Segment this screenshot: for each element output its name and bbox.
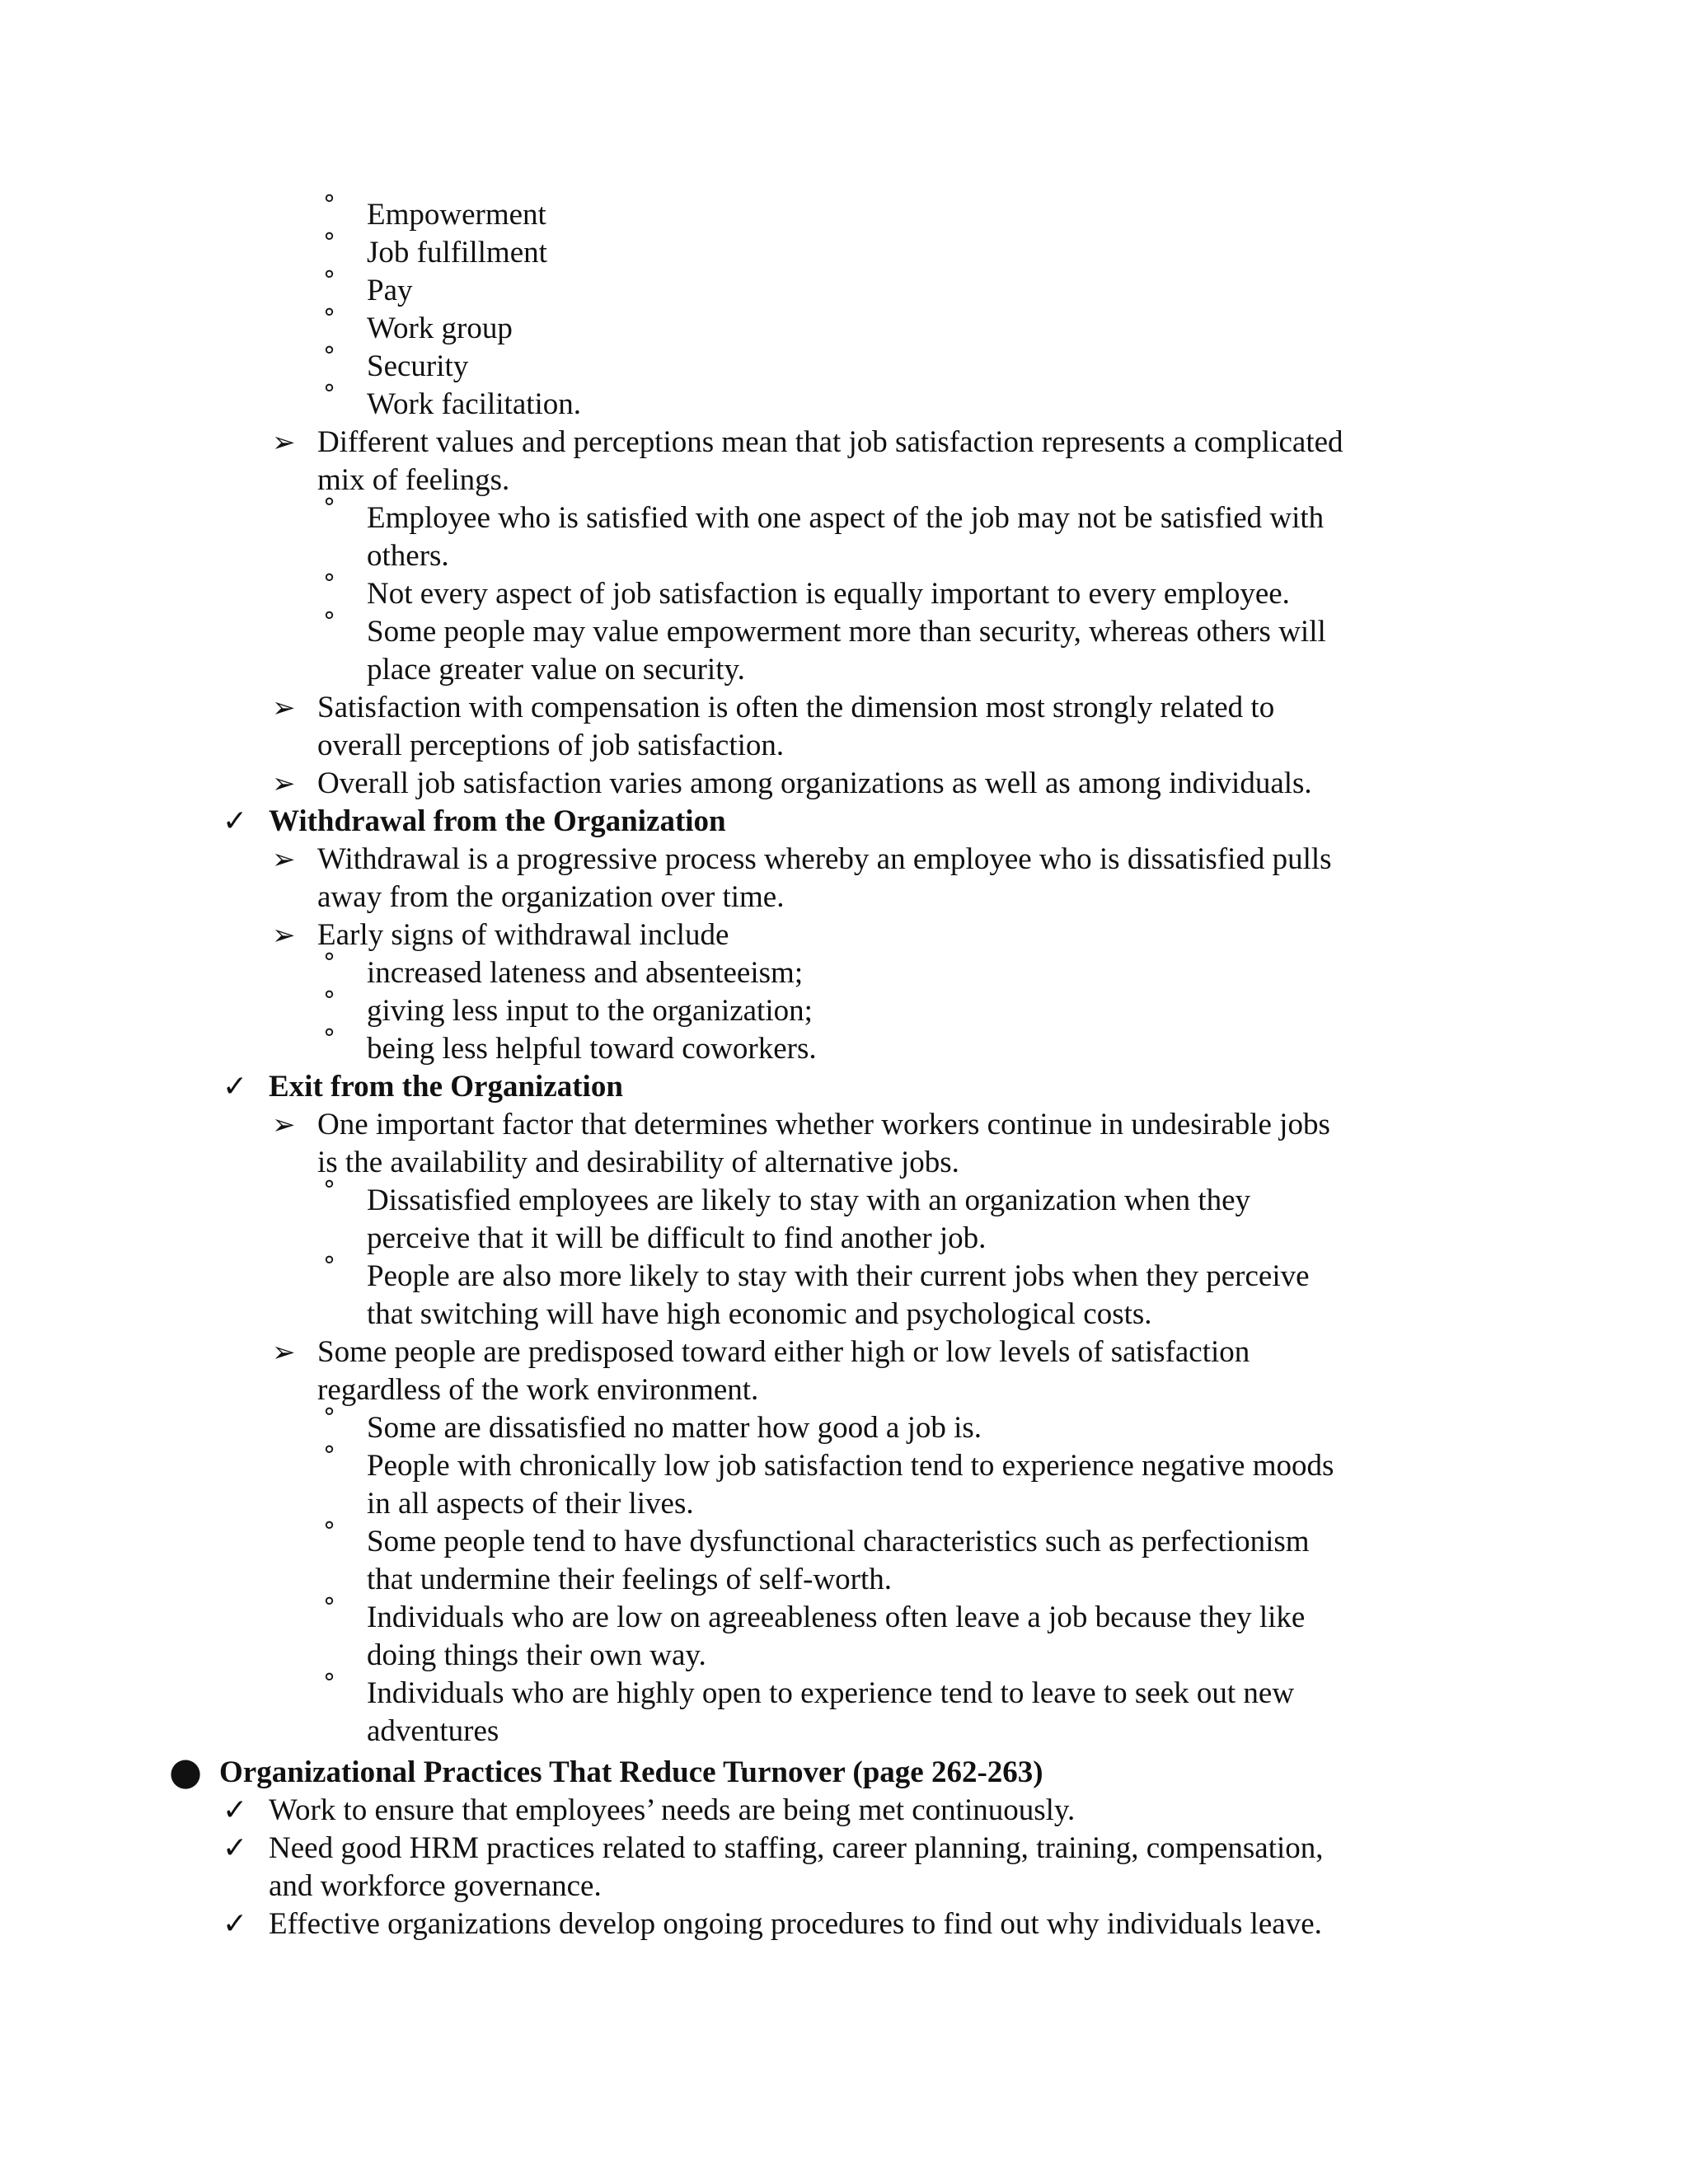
factor-item: Work group (367, 312, 513, 345)
checkmark-bullet-icon: ✓ (223, 804, 248, 838)
degree-bullet-icon: ° (323, 1669, 335, 1698)
values-point-line: mix of feelings. (317, 463, 510, 497)
values-sub-line: Not every aspect of job satisfaction is equally important to every employee. (367, 577, 1290, 611)
practices-item-line: and workforce governance. (269, 1869, 602, 1903)
arrow-bullet-icon: ➢ (272, 691, 296, 724)
factor-item: Empowerment (367, 198, 546, 232)
values-sub-line: others. (367, 539, 449, 573)
exit-sub-line: in all aspects of their lives. (367, 1487, 694, 1521)
values-sub-line: Some people may value empowerment more than security, whereas others will (367, 615, 1326, 649)
practices-item-line: Work to ensure that employees’ needs are being met continuously. (269, 1793, 1076, 1827)
factor-item: Pay (367, 274, 413, 307)
withdrawal-sign: being less helpful toward coworkers. (367, 1032, 817, 1066)
factor-item: Job fulfillment (367, 236, 547, 269)
degree-bullet-icon: ° (323, 607, 335, 636)
values-point-line: Different values and perceptions mean that job satisfaction represents a complicated (317, 425, 1343, 459)
exit-sub-line: Some are dissatisfied no matter how good a job is. (367, 1411, 982, 1445)
arrow-bullet-icon: ➢ (272, 1336, 296, 1369)
degree-bullet-icon: ° (323, 380, 335, 409)
exit-sub-line: People with chronically low job satisfaction tend to experience negative moods (367, 1449, 1334, 1483)
arrow-bullet-icon: ➢ (272, 426, 296, 459)
degree-bullet-icon: ° (323, 494, 335, 523)
checkmark-bullet-icon: ✓ (223, 1793, 248, 1827)
checkmark-bullet-icon: ✓ (223, 1070, 248, 1104)
arrow-bullet-icon: ➢ (272, 767, 296, 800)
values-sub-line: Employee who is satisfied with one aspect of the job may not be satisfied with (367, 501, 1325, 535)
checkmark-bullet-icon: ✓ (223, 1831, 248, 1865)
arrow-bullet-icon: ➢ (272, 919, 296, 952)
exit-sub-line: Individuals who are highly open to experience tend to leave to seek out new (367, 1676, 1295, 1710)
exit-sub-line: perceive that it will be difficult to find another job. (367, 1221, 987, 1255)
degree-bullet-icon: ° (323, 1441, 335, 1470)
values-sub-line: place greater value on security. (367, 653, 745, 687)
exit-sub-line: doing things their own way. (367, 1638, 706, 1672)
withdrawal-sign: giving less input to the organization; (367, 994, 813, 1028)
degree-bullet-icon: ° (323, 1252, 335, 1281)
degree-bullet-icon: ° (323, 1176, 335, 1205)
withdrawal-point-line: Early signs of withdrawal include (317, 918, 729, 952)
exit-sub-line: Some people tend to have dysfunctional characteristics such as perfectionism (367, 1525, 1310, 1558)
practices-item-line: Effective organizations develop ongoing procedures to find out why individuals leave. (269, 1907, 1322, 1941)
degree-bullet-icon: ° (323, 569, 335, 598)
exit-sub-line: that undermine their feelings of self-worth. (367, 1563, 893, 1596)
factor-item: Security (367, 349, 469, 383)
degree-bullet-icon: ° (323, 304, 335, 333)
exit-point-line: is the availability and desirability of alternative jobs. (317, 1146, 959, 1179)
withdrawal-heading: Withdrawal from the Organization (269, 804, 726, 838)
exit-point-line: Some people are predisposed toward either high or low levels of satisfaction (317, 1335, 1250, 1369)
degree-bullet-icon: ° (323, 949, 335, 977)
degree-bullet-icon: ° (323, 1404, 335, 1432)
practices-item-line: Need good HRM practices related to staffing, career planning, training, compensation, (269, 1831, 1324, 1865)
degree-bullet-icon: ° (323, 987, 335, 1015)
withdrawal-point-line: away from the organization over time. (317, 880, 785, 914)
exit-sub-line: Individuals who are low on agreeableness often leave a job because they like (367, 1601, 1306, 1634)
degree-bullet-icon: ° (323, 1517, 335, 1546)
compensation-point-line: Satisfaction with compensation is often the dimension most strongly related to (317, 691, 1275, 724)
factor-item: Work facilitation. (367, 387, 582, 421)
arrow-bullet-icon: ➢ (272, 1108, 296, 1141)
exit-sub-line: People are also more likely to stay with their current jobs when they perceive (367, 1259, 1310, 1293)
practices-heading: Organizational Practices That Reduce Turnover (page 262-263) (219, 1755, 1043, 1789)
withdrawal-sign: increased lateness and absenteeism; (367, 956, 804, 990)
exit-sub-line: adventures (367, 1714, 499, 1748)
degree-bullet-icon: ° (323, 266, 335, 295)
withdrawal-point-line: Withdrawal is a progressive process whereby an employee who is dissatisfied pulls (317, 842, 1332, 876)
filled-bullet-icon: ● (169, 1749, 203, 1793)
arrow-bullet-icon: ➢ (272, 843, 296, 876)
exit-point-line: One important factor that determines whether workers continue in undesirable jobs (317, 1108, 1330, 1141)
exit-point-line: regardless of the work environment. (317, 1373, 759, 1407)
degree-bullet-icon: ° (323, 228, 335, 257)
degree-bullet-icon: ° (323, 1024, 335, 1053)
exit-sub-line: that switching will have high economic and psychological costs. (367, 1297, 1152, 1331)
degree-bullet-icon: ° (323, 190, 335, 219)
exit-sub-line: Dissatisfied employees are likely to stay with an organization when they (367, 1183, 1251, 1217)
degree-bullet-icon: ° (323, 342, 335, 371)
compensation-point-line: overall perceptions of job satisfaction. (317, 729, 785, 762)
exit-heading: Exit from the Organization (269, 1070, 623, 1104)
overall-point-line: Overall job satisfaction varies among organizations as well as among individuals. (317, 766, 1312, 800)
degree-bullet-icon: ° (323, 1593, 335, 1622)
checkmark-bullet-icon: ✓ (223, 1907, 248, 1941)
